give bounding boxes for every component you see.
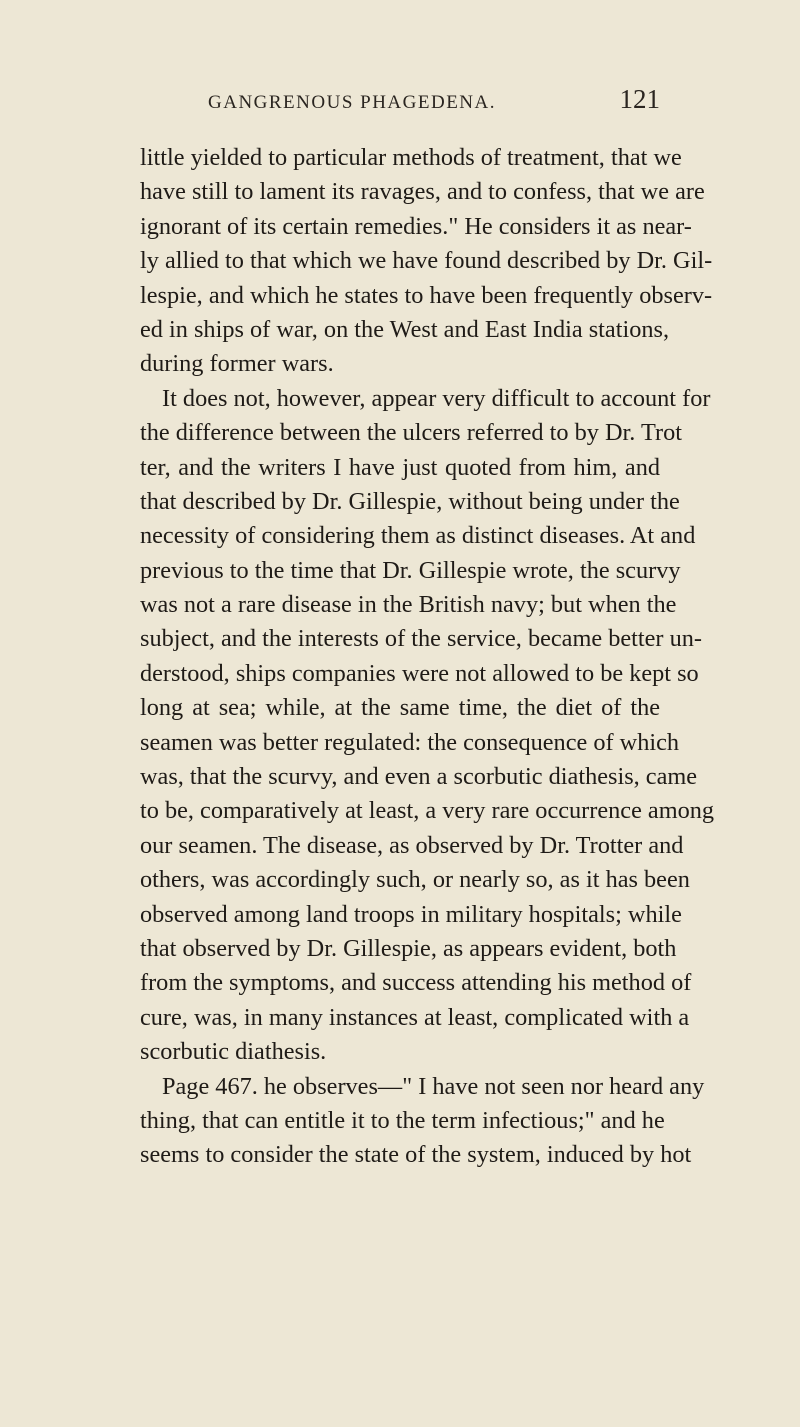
body-text xyxy=(140,141,715,1173)
text-line: seems to consider the state of the system, induced by hot xyxy=(140,1141,692,1169)
text-line: derstood, ships companies were not allowed to be kept so xyxy=(140,659,699,687)
text-line: long at sea; while, at the same time, the diet of the xyxy=(140,694,660,722)
text-line: our seamen. The disease, as observed by Dr. Trotter and xyxy=(140,831,684,859)
page-number: 121 xyxy=(619,84,660,114)
text-line: during former wars. xyxy=(140,350,334,378)
text-line: It does not, however, appear very difficult to account for xyxy=(162,384,711,412)
text-line: seamen was better regulated: the consequence of which xyxy=(140,728,680,756)
page-header xyxy=(140,84,660,124)
text-line: previous to the time that Dr. Gillespie wrote, the scurvy xyxy=(140,556,681,584)
text-line: necessity of considering them as distinct diseases. At and xyxy=(140,522,696,550)
text-line: lespie, and which he states to have been frequently observ- xyxy=(140,281,713,309)
text-line: ignorant of its certain remedies." He considers it as near- xyxy=(140,212,692,240)
text-line: that observed by Dr. Gillespie, as appears evident, both xyxy=(140,934,677,962)
text-line: little yielded to particular methods of treatment, that we xyxy=(140,144,682,171)
text-line: others, was accordingly such, or nearly so, as it has been xyxy=(140,866,690,894)
text-line: have still to lament its ravages, and to confess, that we are xyxy=(140,178,705,206)
text-line: thing, that can entitle it to the term infectious;" and he xyxy=(140,1106,665,1134)
text-line: ly allied to that which we have found described by Dr. Gil- xyxy=(140,247,713,275)
text-line: cure, was, in many instances at least, complicated with a xyxy=(140,1003,690,1031)
text-line: Page 467. he observes—" I have not seen nor heard any xyxy=(162,1072,705,1100)
text-line: ter, and the writers I have just quoted from him, and xyxy=(140,453,660,481)
text-line: was not a rare disease in the British navy; but when the xyxy=(140,591,677,619)
text-line: ed in ships of war, on the West and East India stations, xyxy=(140,315,670,343)
text-line: subject, and the interests of the service, became better un- xyxy=(140,625,702,653)
text-line: to be, comparatively at least, a very rare occurrence among xyxy=(140,797,715,825)
text-line: scorbutic diathesis. xyxy=(140,1038,327,1066)
running-title: GANGRENOUS PHAGEDENA. xyxy=(208,92,496,113)
text-line: was, that the scurvy, and even a scorbutic diathesis, came xyxy=(140,763,698,791)
text-line: from the symptoms, and success attending his method of xyxy=(140,969,692,997)
text-line: observed among land troops in military hospitals; while xyxy=(140,900,682,928)
text-line: the difference between the ulcers referred to by Dr. Trot xyxy=(140,419,682,447)
text-line: that described by Dr. Gillespie, without being under the xyxy=(140,487,680,515)
